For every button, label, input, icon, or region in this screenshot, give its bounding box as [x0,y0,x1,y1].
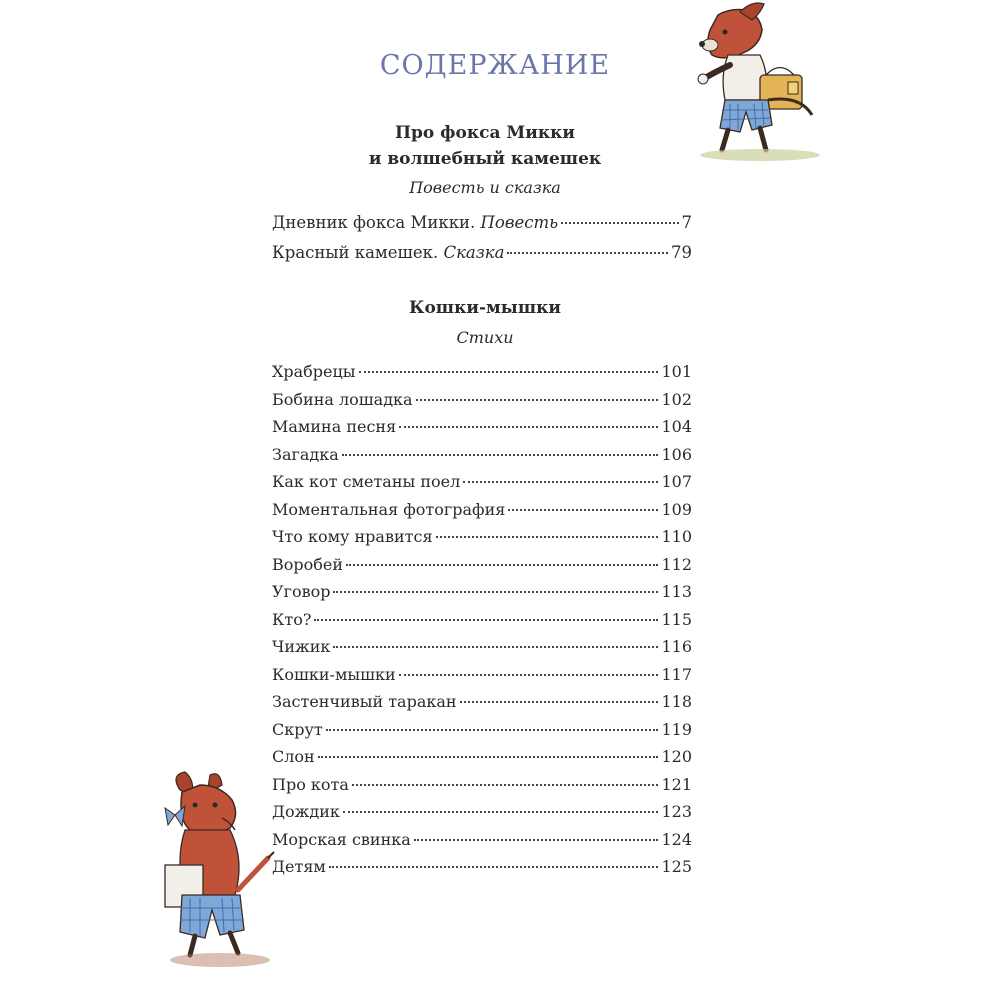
leader-dots [352,784,659,786]
toc-entry-page: 107 [661,472,692,491]
toc-entry[interactable] [272,500,692,528]
toc-entry-page: 101 [661,362,692,381]
leader-dots [416,399,659,401]
toc-entry-page: 118 [661,692,692,711]
leader-dots [399,674,659,676]
toc-entry-title: Кто? [272,609,312,629]
toc-entry[interactable] [272,417,692,445]
toc-entry[interactable] [272,390,692,418]
toc-entry[interactable] [272,213,692,243]
toc-entry-page: 113 [661,582,692,601]
leader-dots [463,481,658,483]
leader-dots [460,701,659,703]
leader-dots [333,591,658,593]
dog-with-bag-illustration [690,0,830,170]
toc-entry-title: Мамина песня [272,417,397,436]
toc-entry-title: Застенчивый таракан [272,692,457,711]
leader-dots [399,426,658,428]
toc-entry-page: 110 [661,527,692,546]
part2-toc [272,362,692,885]
leader-dots [414,839,659,841]
leader-dots [342,454,659,456]
part1-title-line1: Про фокса Микки [394,123,576,143]
part1-subtitle: Повесть и сказка [409,178,561,197]
leader-dots [326,729,659,731]
dog-with-pencil-illustration [160,770,290,970]
toc-entry-page: 106 [661,444,692,464]
toc-entry-page: 102 [661,389,692,409]
toc-entry-title: Бобина лошадка [272,389,413,409]
toc-entry-title: Воробей [272,554,344,574]
toc-entry[interactable] [272,720,692,748]
toc-entry[interactable] [272,610,692,638]
toc-entry[interactable] [272,775,692,803]
toc-entry-title: Чижик [272,637,331,656]
page-title: СОДЕРЖАНИЕ [379,50,611,81]
toc-entry-title: Кошки-мышки [272,664,396,684]
toc-entry[interactable] [272,692,692,720]
toc-entry[interactable] [272,555,692,583]
toc-entry-title: Дождик [272,802,340,821]
toc-entry-title: Моментальная фотография [272,499,506,519]
toc-entry[interactable] [272,582,692,610]
toc-entry[interactable] [272,243,692,273]
toc-entry-page: 116 [661,637,692,656]
leader-dots [436,536,659,538]
toc-entry-title: Про кота [272,774,349,794]
toc-entry-page: 115 [661,609,692,629]
toc-entry-page: 109 [661,499,692,519]
toc-entry[interactable] [272,857,692,885]
part1-title [250,120,720,172]
toc-entry[interactable] [272,830,692,858]
toc-entry-title: Красный камешек. Сказка [272,243,505,262]
part2-title: Кошки-мышки [409,298,561,318]
toc-entry-page: 117 [661,664,692,684]
toc-entry[interactable] [272,802,692,830]
toc-entry-page: 121 [661,774,692,794]
leader-dots [329,866,659,868]
leader-dots [359,371,659,373]
toc-entry-page: 124 [661,829,692,849]
toc-entry-title: Скрут [272,719,323,739]
toc-entry-page: 125 [661,857,692,876]
toc-entry[interactable] [272,527,692,555]
toc-entry-title: Храбрецы [272,362,356,381]
toc-entry-title: Детям [272,857,326,876]
leader-dots [343,811,659,813]
leader-dots [333,646,658,648]
part1-title-line2: и волшебный камешек [368,149,602,169]
toc-entry-title: Дневник фокса Микки. Повесть [272,213,559,232]
toc-entry-page: 79 [671,243,692,262]
toc-entry-title: Как кот сметаны поел [272,472,461,491]
toc-entry-title: Слон [272,747,315,766]
part2-subtitle: Стихи [456,328,514,347]
toc-entry[interactable] [272,665,692,693]
leader-dots [561,222,678,224]
part1-toc [272,213,692,273]
toc-entry-page: 7 [681,213,692,232]
toc-entry[interactable] [272,747,692,775]
toc-entry-page: 119 [661,719,692,739]
toc-entry-page: 112 [661,554,692,574]
leader-dots [507,252,668,254]
toc-entry[interactable] [272,472,692,500]
leader-dots [318,756,659,758]
toc-entry[interactable] [272,637,692,665]
toc-entry-page: 123 [661,802,692,821]
toc-entry-title: Что кому нравится [272,527,433,546]
toc-entry-page: 120 [661,747,692,766]
leader-dots [508,509,658,511]
toc-entry[interactable] [272,362,692,390]
toc-entry[interactable] [272,445,692,473]
toc-entry-title: Уговор [272,582,331,601]
toc-entry-title: Морская свинка [272,829,411,849]
leader-dots [346,564,658,566]
leader-dots [314,619,658,621]
toc-entry-title: Загадка [272,444,339,464]
toc-entry-page: 104 [661,417,692,436]
